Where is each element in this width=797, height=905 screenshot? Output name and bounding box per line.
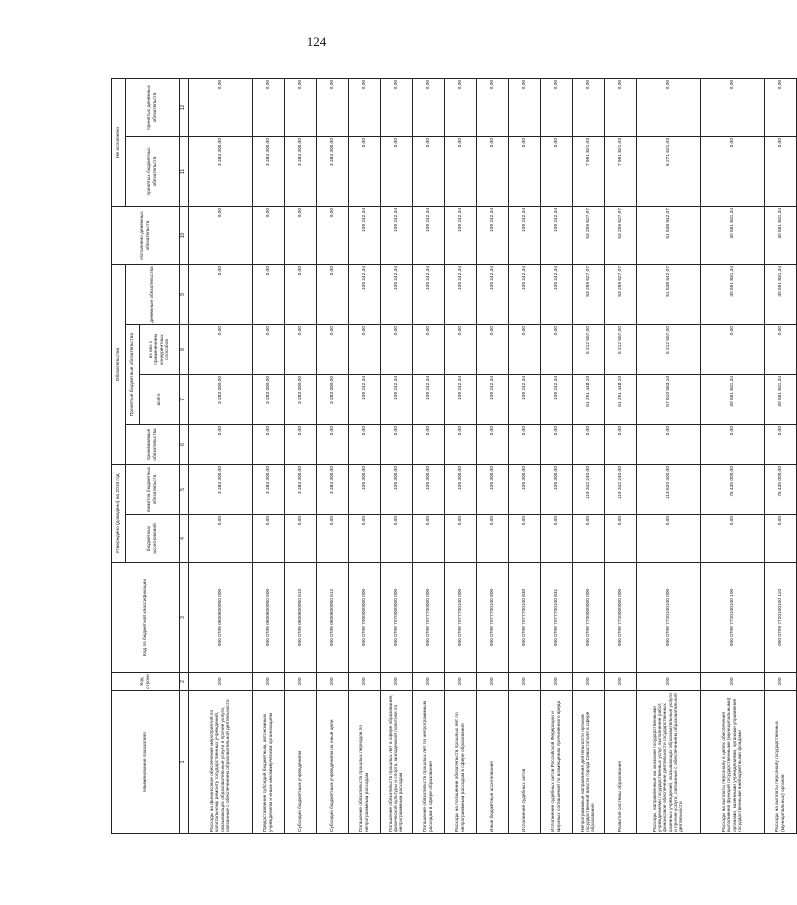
col-number: 1	[180, 691, 189, 834]
header-group-approved: Утверждено (доведено) на 2018 год	[112, 465, 126, 563]
row-kbk: 000 0709 0600600050 610	[285, 563, 317, 673]
row-executed-monetary: 0,00	[253, 206, 285, 264]
row-kbk: 000 0709 7720100100 100	[701, 563, 765, 673]
row-ne-budget: 6 271 621,03	[637, 136, 701, 206]
row-name: Погашение обязательств прошлых периодов по непрограммным расходам	[349, 691, 381, 834]
row-budget-allocations: 0,00	[445, 515, 477, 563]
col-number: 3	[180, 563, 189, 673]
row-executed-monetary: 30 591 831,34	[701, 206, 765, 264]
row-name: Субсидии бюджетным учреждениям	[285, 691, 317, 834]
col-number: 12	[180, 78, 189, 136]
row-ne-monetary: 0,00	[701, 78, 765, 136]
row-budget-allocations: 0,00	[317, 515, 349, 563]
row-budget-limits: 3 283 300,00	[189, 465, 253, 515]
row-accepted-competitive: 0,00	[349, 325, 381, 375]
row-accepted-total: 109 242,34	[509, 375, 541, 425]
header-total: всего	[140, 375, 180, 425]
row-accepted-obligations: 0,00	[701, 425, 765, 465]
row-accepted-obligations: 0,00	[285, 425, 317, 465]
row-accepted-total: 109 242,34	[413, 375, 445, 425]
table-row	[317, 78, 349, 833]
row-monetary: 53 259 627,07	[573, 264, 605, 324]
row-accepted-competitive: 0,00	[509, 325, 541, 375]
row-accepted-competitive: 0,00	[541, 325, 573, 375]
row-accepted-obligations: 0,00	[253, 425, 285, 465]
table-row	[253, 78, 285, 833]
header-executed-monetary: Исполнено денежных обязательств	[112, 206, 180, 264]
row-accepted-obligations: 0,00	[605, 425, 637, 465]
row-accepted-competitive: 0,00	[701, 325, 765, 375]
col-number: 2	[180, 673, 189, 691]
header-group-obligations: Обязательства	[112, 264, 126, 464]
row-kbk: 000 0709 7070000000 000	[381, 563, 413, 673]
row-line-code: 200	[445, 673, 477, 691]
row-budget-limits: 109 300,00	[349, 465, 381, 515]
row-ne-monetary: 0,00	[637, 78, 701, 136]
row-ne-monetary: 0,00	[381, 78, 413, 136]
table-row	[509, 78, 541, 833]
row-executed-monetary: 109 242,34	[413, 206, 445, 264]
row-name: Расходы на погашение обязательств прошлых лет по непрограммным расходам в сфере образования	[445, 691, 477, 834]
row-accepted-obligations: 0,00	[477, 425, 509, 465]
row-ne-monetary: 0,00	[605, 78, 637, 136]
row-kbk: 000 0709 7700000000 000	[573, 563, 605, 673]
row-ne-monetary: 0,00	[477, 78, 509, 136]
row-line-code: 200	[253, 673, 285, 691]
col-number: 8	[180, 325, 189, 375]
row-ne-budget: 0,00	[477, 136, 509, 206]
row-ne-budget: 0,00	[765, 136, 797, 206]
row-monetary: 109 242,34	[413, 264, 445, 324]
row-budget-limits: 119 342 240,00	[605, 465, 637, 515]
row-budget-allocations: 0,00	[189, 515, 253, 563]
row-line-code: 200	[701, 673, 765, 691]
row-accepted-obligations: 0,00	[509, 425, 541, 465]
row-accepted-total: 109 242,34	[541, 375, 573, 425]
row-ne-monetary: 0,00	[349, 78, 381, 136]
row-accepted-competitive: 0,00	[189, 325, 253, 375]
row-monetary: 0,00	[253, 264, 285, 324]
row-budget-limits: 119 342 240,00	[573, 465, 605, 515]
row-line-code: 200	[317, 673, 349, 691]
header-monetary: денежные обязательства	[126, 264, 180, 324]
row-ne-monetary: 0,00	[509, 78, 541, 136]
row-monetary: 53 259 627,07	[605, 264, 637, 324]
row-budget-limits: 109 300,00	[477, 465, 509, 515]
row-budget-limits: 3 283 300,00	[317, 465, 349, 515]
col-number: 5	[180, 465, 189, 515]
table-row	[349, 78, 381, 833]
row-accepted-competitive: 5 212 557,00	[573, 325, 605, 375]
row-accepted-total: 61 251 448,10	[605, 375, 637, 425]
row-name: Расходы на выплаты персоналу государственных (муниципальных) органов	[765, 691, 797, 834]
row-kbk: 000 0709 7720000000 000	[605, 563, 637, 673]
row-budget-allocations: 0,00	[349, 515, 381, 563]
row-ne-budget: 0,00	[381, 136, 413, 206]
row-monetary: 0,00	[317, 264, 349, 324]
header-line-code: Код строки	[112, 673, 180, 691]
row-accepted-total: 57 810 563,10	[637, 375, 701, 425]
row-kbk: 000 0709 0600600050 600	[253, 563, 285, 673]
row-budget-allocations: 0,00	[381, 515, 413, 563]
row-budget-allocations: 0,00	[541, 515, 573, 563]
row-ne-monetary: 0,00	[445, 78, 477, 136]
table-row	[701, 78, 765, 833]
row-accepted-competitive: 0,00	[253, 325, 285, 375]
col-number: 10	[180, 206, 189, 264]
row-executed-monetary: 109 242,34	[349, 206, 381, 264]
table-row	[285, 78, 317, 833]
row-accepted-obligations: 0,00	[381, 425, 413, 465]
row-name: Исполнение судебных актов Российской Федерации и мировых соглашений по возмещению причиненного вреда	[541, 691, 573, 834]
row-monetary: 0,00	[189, 264, 253, 324]
header-group-not-executed: Не исполнено	[112, 78, 126, 206]
row-budget-limits: 76 435 000,00	[765, 465, 797, 515]
row-budget-allocations: 0,00	[285, 515, 317, 563]
row-budget-allocations: 0,00	[765, 515, 797, 563]
row-accepted-obligations: 0,00	[445, 425, 477, 465]
row-ne-monetary: 0,00	[765, 78, 797, 136]
row-accepted-competitive: 5 212 557,00	[605, 325, 637, 375]
row-budget-allocations: 0,00	[413, 515, 445, 563]
row-ne-budget: 0,00	[541, 136, 573, 206]
row-line-code: 200	[413, 673, 445, 691]
row-ne-monetary: 0,00	[253, 78, 285, 136]
table-body	[189, 78, 797, 833]
row-budget-limits: 3 283 300,00	[285, 465, 317, 515]
header-name: Наименование показателя	[112, 691, 180, 834]
row-kbk: 000 0709 7077700100 830	[509, 563, 541, 673]
row-line-code: 200	[349, 673, 381, 691]
row-monetary: 109 242,34	[477, 264, 509, 324]
table-row	[541, 78, 573, 833]
row-budget-allocations: 0,00	[573, 515, 605, 563]
row-line-code: 200	[765, 673, 797, 691]
row-line-code: 200	[573, 673, 605, 691]
row-monetary: 109 242,34	[349, 264, 381, 324]
row-executed-monetary: 109 242,34	[477, 206, 509, 264]
row-name: Расходы, направленные на оказание государственными учреждениями государственных услуг, выполнение работ, финансовое обеспечение деятельности государственных казенных учреждений, оказывающих образовательные услуги и прочие услуги, связанные с обеспечением образовательной деятельности	[637, 691, 701, 834]
row-monetary: 30 591 831,34	[765, 264, 797, 324]
row-kbk: 000 0709 7077700100 800	[477, 563, 509, 673]
row-executed-monetary: 109 242,34	[509, 206, 541, 264]
table-row	[189, 78, 253, 833]
row-budget-allocations: 0,00	[477, 515, 509, 563]
row-accepted-obligations: 0,00	[413, 425, 445, 465]
row-accepted-obligations: 0,00	[189, 425, 253, 465]
row-executed-monetary: 109 242,34	[445, 206, 477, 264]
row-kbk: 000 0709 7077700100 831	[541, 563, 573, 673]
row-budget-limits: 109 300,00	[541, 465, 573, 515]
row-ne-budget: 0,00	[701, 136, 765, 206]
row-line-code: 200	[189, 673, 253, 691]
row-budget-allocations: 0,00	[701, 515, 765, 563]
col-number: 6	[180, 425, 189, 465]
page-number: 124	[306, 34, 327, 49]
row-budget-allocations: 0,00	[509, 515, 541, 563]
row-monetary: 0,00	[285, 264, 317, 324]
row-name: Иные бюджетные ассигнования	[477, 691, 509, 834]
row-name: Развитие системы образования	[605, 691, 637, 834]
row-line-code: 200	[477, 673, 509, 691]
row-accepted-competitive: 0,00	[413, 325, 445, 375]
row-ne-budget: 3 283 300,00	[317, 136, 349, 206]
row-accepted-total: 30 591 831,34	[701, 375, 765, 425]
row-executed-monetary: 0,00	[317, 206, 349, 264]
table-row	[381, 78, 413, 833]
col-number: 7	[180, 375, 189, 425]
row-kbk: 000 0709 7077700000 000	[413, 563, 445, 673]
row-kbk: 000 0709 0600600050 000	[189, 563, 253, 673]
row-budget-allocations: 0,00	[605, 515, 637, 563]
table-header	[112, 78, 189, 833]
rotated-table-wrapper	[111, 79, 786, 834]
row-accepted-total: 109 242,34	[381, 375, 413, 425]
row-name: Предоставление субсидий бюджетным, автономным учреждениям и иным некоммерческим организациям	[253, 691, 285, 834]
header-ne-budget: принятых бюджетных обязательств	[126, 136, 180, 206]
table-row	[605, 78, 637, 833]
row-name: Расходы на финансовое обеспечение мероприятий по капитальному ремонту государственных учреждений, оказывающих образовательные услуги и прочие услуги, связанные с обеспечением образовательной деятельности	[189, 691, 253, 834]
header-group-accepted-budget: Принятые бюджетные обязательства	[126, 325, 140, 425]
row-ne-monetary: 0,00	[317, 78, 349, 136]
row-line-code: 200	[381, 673, 413, 691]
row-ne-monetary: 0,00	[285, 78, 317, 136]
budget-execution-table	[111, 78, 797, 834]
row-ne-budget: 0,00	[349, 136, 381, 206]
row-line-code: 200	[541, 673, 573, 691]
row-budget-allocations: 0,00	[253, 515, 285, 563]
row-monetary: 109 242,34	[541, 264, 573, 324]
row-executed-monetary: 30 591 831,34	[765, 206, 797, 264]
table-row	[765, 78, 797, 833]
row-executed-monetary: 109 242,34	[381, 206, 413, 264]
row-accepted-total: 3 283 300,00	[285, 375, 317, 425]
row-accepted-total: 61 251 448,10	[573, 375, 605, 425]
row-name: Погашение обязательств прошлых лет в сфере образования, физической культуры и спорта, молодежной политики по непрограммным расходам	[381, 691, 413, 834]
table-row	[637, 78, 701, 833]
header-budget-limits: лимитов бюджетных обязательств	[126, 465, 180, 515]
col-number: 4	[180, 515, 189, 563]
row-accepted-competitive: 0,00	[477, 325, 509, 375]
row-accepted-competitive: 0,00	[765, 325, 797, 375]
row-budget-limits: 109 300,00	[509, 465, 541, 515]
row-budget-limits: 109 300,00	[413, 465, 445, 515]
row-accepted-obligations: 0,00	[765, 425, 797, 465]
row-budget-limits: 3 283 300,00	[253, 465, 285, 515]
row-executed-monetary: 0,00	[285, 206, 317, 264]
row-kbk: 000 0709 7720100100 000	[637, 563, 701, 673]
row-line-code: 200	[509, 673, 541, 691]
table-row	[445, 78, 477, 833]
row-accepted-total: 30 591 831,34	[765, 375, 797, 425]
row-kbk: 000 0709 0600600050 612	[317, 563, 349, 673]
table-row	[573, 78, 605, 833]
column-number-row	[180, 78, 189, 833]
row-monetary: 109 242,34	[381, 264, 413, 324]
row-ne-budget: 0,00	[413, 136, 445, 206]
col-number: 11	[180, 136, 189, 206]
row-budget-limits: 109 300,00	[445, 465, 477, 515]
row-ne-monetary: 0,00	[413, 78, 445, 136]
row-monetary: 30 591 831,34	[701, 264, 765, 324]
row-executed-monetary: 53 259 627,07	[605, 206, 637, 264]
header-budget-allocations: бюджетных ассигнований	[126, 515, 180, 563]
row-ne-budget: 0,00	[445, 136, 477, 206]
row-accepted-competitive: 0,00	[445, 325, 477, 375]
row-accepted-obligations: 0,00	[317, 425, 349, 465]
row-name: Погашение обязательств прошлых лет по непрограммным расходам в сфере образования	[413, 691, 445, 834]
row-budget-limits: 109 300,00	[381, 465, 413, 515]
row-ne-budget: 0,00	[509, 136, 541, 206]
header-ne-monetary: принятых денежных обязательств	[126, 78, 180, 136]
row-ne-budget: 3 283 300,00	[253, 136, 285, 206]
table-row	[413, 78, 445, 833]
row-ne-budget: 3 283 300,00	[189, 136, 253, 206]
row-ne-monetary: 0,00	[573, 78, 605, 136]
row-accepted-obligations: 0,00	[541, 425, 573, 465]
row-kbk: 000 0709 7720100100 110	[765, 563, 797, 673]
row-executed-monetary: 53 259 627,07	[573, 206, 605, 264]
row-executed-monetary: 109 242,34	[541, 206, 573, 264]
header-accepted-obligations: принимаемые обязательства	[126, 425, 180, 465]
row-line-code: 200	[637, 673, 701, 691]
row-accepted-total: 109 242,34	[445, 375, 477, 425]
row-accepted-total: 3 283 300,00	[253, 375, 285, 425]
table-row	[477, 78, 509, 833]
row-monetary: 109 242,34	[509, 264, 541, 324]
row-kbk: 000 0709 7077700100 000	[445, 563, 477, 673]
row-accepted-total: 109 242,34	[477, 375, 509, 425]
row-accepted-competitive: 0,00	[381, 325, 413, 375]
col-number: 9	[180, 264, 189, 324]
row-line-code: 200	[285, 673, 317, 691]
row-budget-limits: 113 620 400,00	[637, 465, 701, 515]
row-ne-monetary: 0,00	[541, 78, 573, 136]
row-accepted-competitive: 5 212 557,00	[637, 325, 701, 375]
row-executed-monetary: 0,00	[189, 206, 253, 264]
row-monetary: 51 538 942,07	[637, 264, 701, 324]
row-line-code: 200	[605, 673, 637, 691]
row-budget-limits: 76 435 000,00	[701, 465, 765, 515]
row-ne-budget: 7 991 821,03	[573, 136, 605, 206]
row-executed-monetary: 51 538 942,07	[637, 206, 701, 264]
row-ne-budget: 7 991 821,03	[605, 136, 637, 206]
row-name: Субсидии бюджетным учреждениям на иные цели	[317, 691, 349, 834]
row-accepted-obligations: 0,00	[573, 425, 605, 465]
row-ne-monetary: 0,00	[189, 78, 253, 136]
row-accepted-total: 3 283 300,00	[317, 375, 349, 425]
row-budget-allocations: 0,00	[637, 515, 701, 563]
row-accepted-total: 109 242,34	[349, 375, 381, 425]
header-competitive: из них с применением конкурентных способов	[140, 325, 180, 375]
row-ne-budget: 3 283 300,00	[285, 136, 317, 206]
row-accepted-competitive: 0,00	[317, 325, 349, 375]
row-kbk: 000 0709 7000000000 000	[349, 563, 381, 673]
row-accepted-competitive: 0,00	[285, 325, 317, 375]
row-name: Непрограммные направления деятельности органов государственной власти города Севастополя в сфере образования	[573, 691, 605, 834]
row-accepted-obligations: 0,00	[349, 425, 381, 465]
row-monetary: 109 242,34	[445, 264, 477, 324]
header-kbk: Код по бюджетной классификации	[112, 563, 180, 673]
row-name: Расходы на выплаты персоналу в целях обеспечения выполнения функций государственными (муниципальными) органами, казенными учреждениями, органами управления государственными внебюджетными фондами	[701, 691, 765, 834]
row-accepted-total: 3 283 300,00	[189, 375, 253, 425]
row-name: Исполнение судебных актов	[509, 691, 541, 834]
row-accepted-obligations: 0,00	[637, 425, 701, 465]
